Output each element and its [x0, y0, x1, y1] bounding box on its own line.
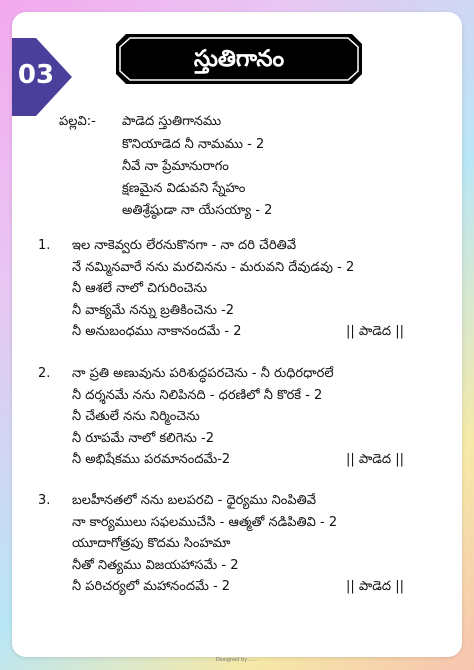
- stanza-number: 2.: [38, 366, 51, 381]
- pallavi-line: కొనియాడెద నీ నామము - 2: [122, 137, 265, 152]
- stanza-line: నీ అభిషేకము పరమానందమే-2: [72, 452, 231, 467]
- stanza-line: నీ పరిచర్యలో మహానందమే - 2: [72, 579, 231, 594]
- stanza-number: 1.: [38, 238, 51, 253]
- song-title: స్తుతిగానం: [193, 46, 285, 72]
- stanza-line: నీ దర్శనమే నను నిలిపినది - ధరణిలో నీ కొరకే - 2: [72, 388, 323, 403]
- pallavi-label: పల్లవి:-: [59, 114, 96, 129]
- stanza-line: నీ ఆశలే నాలో చిగురించెను: [72, 281, 207, 296]
- stanza-line: యూదాగోత్రపు కొదమ సింహమా: [72, 536, 231, 551]
- stanza-number: 3.: [38, 493, 51, 508]
- stanza-line: నీతో నిత్యము విజయహాసమే - 2: [72, 558, 239, 573]
- song-number: 03: [17, 60, 55, 90]
- title-banner: [116, 34, 362, 84]
- refrain-marker: || పాడెద ||: [346, 579, 404, 594]
- pallavi-line: అతిశ్రేష్ఠుడా నా యేసయ్యా - 2: [122, 203, 273, 218]
- pallavi-line: పాడెద స్తుతిగానము: [122, 114, 222, 129]
- stanza-line: నే నమ్మినవారే నను మరచినను - మరువని దేవుడవు - 2: [72, 260, 355, 275]
- designer-credit: Designed by ......: [215, 657, 259, 663]
- stanza-line: బలహీనతలో నను బలపరచి - ధైర్యము నింపితివే: [72, 493, 317, 508]
- stanza-line: నా ప్రతి అణువును పరిశుద్ధపరచెను - నీ రుధిరధారలే: [72, 366, 334, 381]
- refrain-marker: || పాడెద ||: [346, 452, 404, 467]
- stanza-line: నీ చేతులే నను నిర్మించెను: [72, 409, 200, 424]
- stanza-line: నీ వాక్యమే నన్ను బ్రతికించెను -2: [72, 303, 235, 318]
- pallavi-line: క్షణమైన విడువని స్నేహం: [122, 181, 246, 196]
- stanza-line: నీ అనుబంధము నాకానందమే - 2: [72, 324, 242, 339]
- refrain-marker: || పాడెద ||: [346, 324, 404, 339]
- stanza-line: నీ రూపమే నాలో కలిగెను -2: [72, 431, 215, 446]
- song-number-badge: [0, 38, 72, 116]
- pallavi-line: నీవే నా ప్రేమానురాగం: [122, 159, 229, 174]
- stanza-line: నా కార్యములు సఫలముచేసి - ఆత్మతో నడిపితివి - 2: [72, 515, 338, 530]
- stanza-line: ఇల నాకెవ్వరు లేరనుకొనగా - నా దరి చేరితివే: [72, 238, 297, 253]
